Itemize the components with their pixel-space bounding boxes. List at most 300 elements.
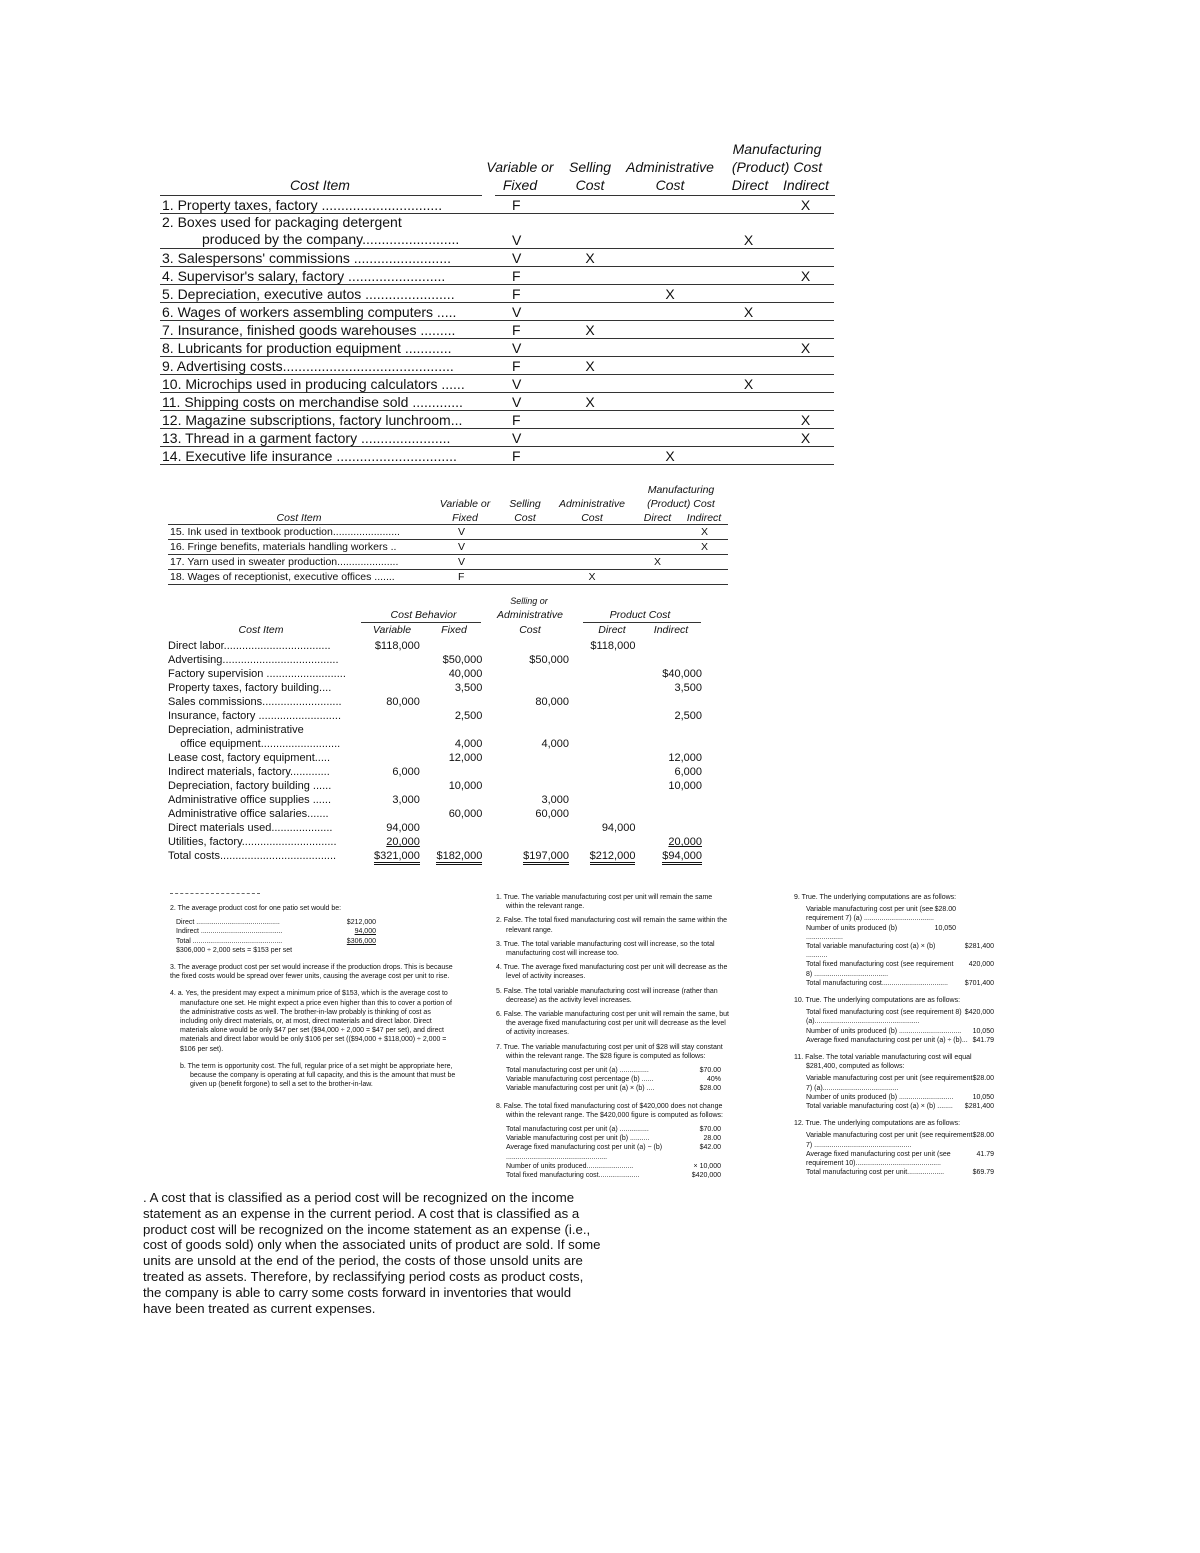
header2-administrative: Administrative <box>559 498 625 510</box>
total-direct-cell <box>572 848 638 862</box>
sa-cell <box>485 778 572 792</box>
fixed-cell <box>423 722 485 736</box>
calc-row <box>506 1084 721 1093</box>
table3-row <box>165 638 705 652</box>
cost-item-label: 17. Yarn used in sweater production..................... <box>168 555 430 570</box>
indirect-cell-value: 6,000 <box>674 766 702 778</box>
fixed-cell-value: 3,500 <box>454 682 483 694</box>
selling-cell <box>560 303 620 321</box>
fixed-cell <box>423 750 485 764</box>
selling-cell: X <box>560 357 620 375</box>
indirect-cell: X <box>777 429 834 447</box>
calc-value: 28.00 <box>703 1135 721 1143</box>
direct-cell <box>572 708 638 722</box>
cost-item-label: Lease cost, factory equipment..... <box>168 752 331 764</box>
calc-label: Number of units produced (b) ................................ <box>806 1027 962 1035</box>
table2-row <box>168 540 728 555</box>
behavior-cell: V <box>480 429 560 447</box>
fixed-cell <box>423 666 485 680</box>
admin-cell <box>620 375 720 393</box>
table1-row <box>160 375 834 393</box>
fixed-cell <box>423 834 485 848</box>
sa-cell-value: 4,000 <box>541 738 569 750</box>
direct-cell <box>572 820 638 834</box>
admin-cell <box>550 555 634 570</box>
fixed-cell-value: 10,000 <box>448 780 483 792</box>
behavior-cell: V <box>480 214 560 249</box>
calc-values <box>973 1074 994 1092</box>
tf-answer: 10. True. The underlying computations are as follows: <box>794 997 961 1005</box>
fixed-cell-value: $50,000 <box>442 654 483 666</box>
behavior-cell: V <box>480 303 560 321</box>
calc-row <box>506 1066 721 1075</box>
total-variable-cell <box>360 848 422 862</box>
paragraph-text: A cost that is classified as a period cost will be recognized on the income statement as an expense in the current period. A cost that is classified as a product cost will be recognized on the income statement as an expense (i.e., cost of goods sold) only when the associated units of product are sold. If some units are unsold at the end of the period, the costs of those unsold units are treated as assets. Therefore, by reclassifying period costs as product costs, the company is able to carry some costs forward in inventories that would have been treated as current expenses. <box>143 1190 601 1316</box>
calc-label: Average fixed manufacturing cost per unit (a) − (b) .................................................... <box>506 1144 663 1161</box>
behavior-cell: V <box>480 249 560 267</box>
sa-cell <box>485 806 572 820</box>
calc-label: Total fixed manufacturing cost..................... <box>506 1172 640 1180</box>
cost-item-label: 12. Magazine subscriptions, factory lunchroom... <box>160 411 480 429</box>
cost-item-label: Advertising...................................... <box>168 654 339 666</box>
q2-text: 2. The average product cost for one patio set would be: <box>170 905 342 912</box>
calc-label: Number of units produced (b) ............................ <box>806 1093 954 1101</box>
sa-cell <box>485 792 572 806</box>
table1-row <box>160 267 834 285</box>
variable-cell <box>360 778 422 792</box>
calc-value: 10,050 <box>972 1093 994 1101</box>
calc-8 <box>506 1125 721 1180</box>
calc-row <box>506 1075 721 1084</box>
sa-cell <box>485 652 572 666</box>
fixed-cell-value: 60,000 <box>448 808 483 820</box>
sa-cell <box>485 722 572 736</box>
cost-item-label: 8. Lubricants for production equipment ............ <box>160 339 480 357</box>
fixed-cell <box>423 820 485 834</box>
fixed-cell-value: 2,500 <box>454 710 483 722</box>
cost-item-label: 1. Property taxes, factory ............................... <box>160 196 480 214</box>
calc-value: $281,400 <box>964 1103 994 1111</box>
direct-cell <box>572 652 638 666</box>
admin-cell <box>550 525 634 540</box>
admin-cell <box>620 303 720 321</box>
admin-cell <box>620 411 720 429</box>
table1-row <box>160 214 834 249</box>
selling-cell <box>500 540 550 555</box>
direct-cell <box>572 778 638 792</box>
calc-label: Total manufacturing cost per unit (a) ............... <box>506 1067 649 1075</box>
calc-value: 41.79 <box>976 1150 994 1158</box>
calc-values <box>973 1036 994 1045</box>
direct-cell <box>572 764 638 778</box>
calc-label: Variable manufacturing cost per unit (b) .......... <box>506 1135 650 1143</box>
calc-label: Number of units produced........................ <box>506 1162 634 1170</box>
calc-value: $70.00 <box>699 1126 721 1134</box>
fixed-cell <box>423 652 485 666</box>
table1-row <box>160 411 834 429</box>
sa-cell-value: $50,000 <box>529 654 569 666</box>
admin-cell: X <box>550 570 634 585</box>
admin-cell <box>620 339 720 357</box>
indirect-cell <box>638 652 705 666</box>
q4a-text: 4. a. Yes, the president may expect a minimum price of $153, which is the average cost to manufacture one set. He might expect a price even higher than this to cover a portion of the administrative costs as well. The brother-in-law probably is thinking of cost as including only direct materials, or, at most, direct materials and direct labor. Direct materials alone would be only $47 per set ($94,000 ÷ 2,000 = $47 per set), and direct materials and direct labor would be only $106 per set (($94,000 + $118,000) ÷ 2,000 = $106 per set). <box>170 990 452 1053</box>
header-fixed: Fixed <box>502 177 538 193</box>
selling-cell <box>560 267 620 285</box>
calc-block <box>806 1074 994 1111</box>
selling-cell <box>560 429 620 447</box>
cost-item-label: 6. Wages of workers assembling computers ..... <box>160 303 480 321</box>
calc-value: $28.00 <box>972 1075 994 1083</box>
sa-cell <box>485 666 572 680</box>
direct-cell <box>634 525 681 540</box>
calc-row <box>506 1125 721 1134</box>
cost-item-label: Indirect materials, factory............. <box>168 766 330 778</box>
selling-cell <box>500 555 550 570</box>
fixed-cell <box>423 736 485 750</box>
table3-row <box>165 652 705 666</box>
indirect-cell-value: 3,500 <box>674 682 702 694</box>
total-value: $306,000 <box>346 937 376 945</box>
indirect-cell <box>638 764 705 778</box>
calc-label: Total manufacturing cost per unit (a) ............... <box>506 1126 649 1134</box>
indirect-cell: X <box>777 411 834 429</box>
direct-cell <box>720 267 777 285</box>
direct-cell <box>572 638 638 652</box>
header-selling: Selling <box>568 159 612 175</box>
fixed-cell <box>423 778 485 792</box>
tf-answer: 9. True. The underlying computations are as follows: <box>794 894 957 901</box>
table1-row <box>160 249 834 267</box>
variable-cell <box>360 666 422 680</box>
cost-item-label: 13. Thread in a garment factory ....................... <box>160 429 480 447</box>
table3-row <box>165 806 705 820</box>
total-label: Total costs...................................... <box>168 850 337 862</box>
tf-answer-8: 8. False. The total fixed manufacturing cost of $420,000 does not change within the relevant range. The $420,000 figure is computed as follows: <box>496 1102 723 1119</box>
table1-row <box>160 393 834 411</box>
tf-answer: 4. True. The average fixed manufacturing cost per unit will decrease as the level of activity increases. <box>496 964 728 981</box>
indirect-cell <box>681 570 728 585</box>
tf-answer: 5. False. The total variable manufacturing cost will increase (rather than decrease) as the activity level increases. <box>496 987 718 1004</box>
indirect-cell: X <box>681 540 728 555</box>
cost-item-label: 3. Salespersons' commissions ......................... <box>160 249 480 267</box>
indirect-cell <box>777 393 834 411</box>
calc-label: Total variable manufacturing cost (a) × (b) ........ <box>806 1103 953 1111</box>
cost-item-label: Property taxes, factory building.... <box>168 682 332 694</box>
indirect-cell-value: 12,000 <box>668 752 702 764</box>
fixed-cell <box>423 792 485 806</box>
indirect-cell-value: $40,000 <box>662 668 702 680</box>
tf-answer: 3. True. The total variable manufacturing cost will increase, so the total manufacturing cost will increase too. <box>496 940 715 958</box>
indirect-cell <box>638 638 705 652</box>
header2-manufacturing: Manufacturing <box>647 484 715 496</box>
calc-label: Total fixed manufacturing cost (see requirement 8) (a)...................................................... <box>806 1009 962 1026</box>
calc-row <box>806 924 994 942</box>
calc-row <box>506 1143 721 1161</box>
table1-row <box>160 285 834 303</box>
indirect-cell: X <box>777 196 834 214</box>
cost-item-label <box>160 214 480 249</box>
calc-values <box>956 979 994 988</box>
sa-cell <box>485 736 572 750</box>
calc-block <box>806 1131 994 1177</box>
variable-cell <box>360 820 422 834</box>
total-direct-cell-value: $212,000 <box>590 850 636 865</box>
calc-value: $420,000 <box>964 1009 994 1017</box>
admin-cell <box>620 249 720 267</box>
fixed-cell <box>423 708 485 722</box>
cost-item-label: 7. Insurance, finished goods warehouses ......... <box>160 321 480 339</box>
direct-cell <box>572 736 638 750</box>
calc-values <box>965 1008 994 1026</box>
calc-values <box>973 1131 994 1149</box>
period-vs-product-cost-paragraph: . A cost that is classified as a period cost will be recognized on the income statement as an expense in the current period. A cost that is classified as a product cost will be recognized on the income statement as an expense (i.e., cost of goods sold) only when the associated units of product are sold. If some units are unsold at the end of the period, the costs of those unsold units are treated as assets. Therefore, by reclassifying period costs as product costs, the company is able to carry some costs forward in inventories that would have been treated as current expenses. <box>143 1190 601 1316</box>
calc-label: Total fixed manufacturing cost (see requirement 8) ...................................... <box>806 961 954 978</box>
table3-row <box>165 708 705 722</box>
direct-cell <box>572 834 638 848</box>
indirect-cell <box>638 694 705 708</box>
direct-cell <box>720 285 777 303</box>
calc-value: $420,000 <box>691 1172 721 1180</box>
header3-fixed: Fixed <box>441 624 467 636</box>
header2-direct: Direct <box>643 512 672 524</box>
indirect-cell-value: 20,000 <box>668 836 702 848</box>
table1-row <box>160 357 834 375</box>
header3-administrative: Administrative <box>497 609 563 621</box>
behavior-cell: V <box>480 339 560 357</box>
indirect-cell <box>777 447 834 465</box>
behavior-cell: F <box>480 447 560 465</box>
fixed-cell <box>423 680 485 694</box>
behavior-cell: F <box>480 411 560 429</box>
tf-answer: 6. False. The variable manufacturing cost per unit will remain the same, but the average fixed manufacturing cost per unit will decrease as the level of activity increases. <box>496 1011 729 1037</box>
admin-cell <box>620 214 720 249</box>
total-fixed-cell-value: $182,000 <box>436 850 482 865</box>
calc-row <box>806 1168 994 1177</box>
total-label: Total .............................................. <box>176 937 283 945</box>
sa-cell <box>485 708 572 722</box>
header3-indirect: Indirect <box>653 624 689 636</box>
indirect-cell-value: 10,000 <box>668 780 702 792</box>
tf-answer: 12. True. The underlying computations are as follows: <box>794 1120 961 1128</box>
direct-cell <box>720 393 777 411</box>
fixed-cell-value: 40,000 <box>448 668 483 680</box>
sa-cell <box>485 680 572 694</box>
header2-variable-or: Variable or <box>439 498 491 510</box>
direct-cell <box>572 666 638 680</box>
calc-row <box>806 979 994 988</box>
admin-cell <box>620 357 720 375</box>
behavior-cell: F <box>480 321 560 339</box>
behavior-cell: F <box>480 285 560 303</box>
table2-row <box>168 525 728 540</box>
cost-item-label: 11. Shipping costs on merchandise sold ............. <box>160 393 480 411</box>
calc-row <box>806 1131 994 1149</box>
indirect-label: Indirect .......................................... <box>176 928 283 936</box>
calc-label: Average fixed manufacturing cost per unit (see requirement 10)............................................ <box>806 1150 951 1168</box>
direct-cell <box>720 357 777 375</box>
table3-row <box>165 834 705 848</box>
header3-variable: Variable <box>372 624 412 636</box>
variable-cell-value: 3,000 <box>392 794 420 806</box>
variable-cell <box>360 806 422 820</box>
indirect-value: 94,000 <box>354 928 376 936</box>
calc-values <box>935 905 994 923</box>
cost-item-label: 14. Executive life insurance ............................... <box>160 447 480 465</box>
calc-values <box>973 1027 994 1036</box>
header3-cost-item: Cost Item <box>238 624 284 636</box>
cost-item-label: Direct labor................................... <box>168 640 331 652</box>
admin-cell <box>620 393 720 411</box>
sa-cell-value: 60,000 <box>535 808 569 820</box>
answers-column-2 <box>496 893 731 1180</box>
cost-item-label-line2: produced by the company......................... <box>202 231 460 247</box>
behavior-cell: V <box>430 555 500 570</box>
table1-row <box>160 447 834 465</box>
table3-row <box>165 680 705 694</box>
header2-fixed: Fixed <box>452 512 478 524</box>
header-administrative-cost: Cost <box>655 177 685 193</box>
variable-cell <box>360 694 422 708</box>
behavior-cell: V <box>430 540 500 555</box>
cost-item-label: Direct materials used.................... <box>168 822 333 834</box>
header3-cost: Cost <box>519 624 541 636</box>
header2-indirect: Indirect <box>686 512 722 524</box>
answers-column-3 <box>794 893 994 1185</box>
table1-row <box>160 303 834 321</box>
sa-cell <box>485 694 572 708</box>
table3-total-row <box>165 848 705 862</box>
calc-total: $281,400 <box>964 943 994 951</box>
calc-row <box>806 905 994 923</box>
cost-behavior-table <box>165 596 705 862</box>
cost-item-label: 18. Wages of receptionist, executive offices ....... <box>168 570 430 585</box>
cost-item-label: Depreciation, administrative <box>168 724 304 736</box>
behavior-cell: V <box>430 525 500 540</box>
admin-cell <box>620 429 720 447</box>
total-indirect-cell <box>638 848 705 862</box>
calc-values <box>956 942 994 960</box>
fixed-cell-value: 12,000 <box>448 752 483 764</box>
cost-item-label: Administrative office supplies ...... <box>168 794 332 806</box>
calc-values <box>935 924 994 942</box>
table3-row <box>165 792 705 806</box>
direct-cell <box>720 249 777 267</box>
calc-value: $70.00 <box>699 1067 721 1075</box>
cost-item-label-line1: 2. Boxes used for packaging detergent <box>162 214 402 230</box>
admin-cell <box>620 267 720 285</box>
admin-cell <box>620 196 720 214</box>
indirect-cell: X <box>777 339 834 357</box>
behavior-cell: F <box>480 267 560 285</box>
q3-text: 3. The average product cost per set would increase if the production drops. This is because the fixed costs would be spread over fewer units, causing the average cost per unit to rise. <box>170 964 453 981</box>
header3-cost-behavior: Cost Behavior <box>390 609 457 621</box>
header2-cost-item: Cost Item <box>276 512 322 524</box>
calc-value: $42.00 <box>699 1144 721 1152</box>
header-indirect: Indirect <box>783 177 829 193</box>
sa-cell <box>485 750 572 764</box>
calc-values <box>965 1102 994 1111</box>
admin-cell: X <box>620 447 720 465</box>
sa-cell <box>485 834 572 848</box>
direct-cell <box>572 694 638 708</box>
cost-classification-table-2 <box>168 481 728 585</box>
calc-row <box>806 1102 994 1111</box>
cost-item-label: Factory supervision .......................... <box>168 668 346 680</box>
total-sa-cell <box>485 848 572 862</box>
calc-value: 40% <box>706 1076 721 1084</box>
sa-cell <box>485 764 572 778</box>
calc-value: $28.00 <box>972 1132 994 1140</box>
calc-total: 420,000 <box>968 961 994 969</box>
answers-column-1 <box>170 893 460 1094</box>
calc-row <box>806 1150 994 1168</box>
calc-row <box>806 1008 994 1026</box>
cost-item-label: Administrative office salaries....... <box>168 808 329 820</box>
calc-row <box>506 1162 721 1171</box>
direct-cell <box>572 806 638 820</box>
per-set-calc: $306,000 ÷ 2,000 sets = $153 per set <box>176 946 293 954</box>
fixed-cell <box>423 764 485 778</box>
header-variable-or: Variable or <box>486 159 554 175</box>
calc-total: $701,400 <box>964 979 994 987</box>
cost-classification-table-1 <box>160 138 834 465</box>
behavior-cell: F <box>480 357 560 375</box>
header3-direct: Direct <box>598 624 626 636</box>
calc-block <box>806 905 994 988</box>
calc-value: × 10,000 <box>693 1162 721 1170</box>
direct-cell <box>720 411 777 429</box>
table3-row <box>165 722 705 736</box>
direct-cell <box>572 722 638 736</box>
selling-cell <box>560 196 620 214</box>
selling-cell <box>560 285 620 303</box>
calc-row <box>506 1134 721 1143</box>
behavior-cell: V <box>480 393 560 411</box>
tf-answer: 1. True. The variable manufacturing cost per unit will remain the same within the relevant range. <box>496 894 713 911</box>
total-indirect-cell-value: $94,000 <box>662 850 702 865</box>
sa-cell-value: 80,000 <box>535 696 569 708</box>
fixed-cell-value: 4,000 <box>454 738 483 750</box>
calc-value: $69.79 <box>972 1169 994 1177</box>
header-selling-cost: Cost <box>575 177 605 193</box>
variable-cell <box>360 708 422 722</box>
variable-cell <box>360 764 422 778</box>
calc-label: Total manufacturing cost.................................. <box>806 979 948 987</box>
calc-label: Average fixed manufacturing cost per unit (a) ÷ (b)... <box>806 1036 968 1044</box>
selling-cell <box>500 525 550 540</box>
indirect-cell <box>681 555 728 570</box>
cost-item-label: office equipment.......................... <box>168 738 341 750</box>
table3-row <box>165 736 705 750</box>
variable-cell <box>360 722 422 736</box>
variable-cell <box>360 736 422 750</box>
cost-item-label: 10. Microchips used in producing calculators ...... <box>160 375 480 393</box>
sa-cell-value: 3,000 <box>541 794 569 806</box>
table3-row <box>165 764 705 778</box>
admin-cell <box>620 321 720 339</box>
calc-block <box>806 1008 994 1045</box>
cost-item-label: 4. Supervisor's salary, factory ......................... <box>160 267 480 285</box>
calc-values <box>973 1168 994 1177</box>
header3-selling-or: Selling or <box>510 596 548 606</box>
calc-label: Variable manufacturing cost percentage (b) ...... <box>506 1076 654 1084</box>
direct-cell <box>572 792 638 806</box>
sa-cell <box>485 638 572 652</box>
tf-answer: 11. False. The total variable manufacturing cost will equal $281,400, computed as follows: <box>794 1054 972 1071</box>
direct-cell <box>720 447 777 465</box>
indirect-cell <box>638 722 705 736</box>
behavior-cell: F <box>430 570 500 585</box>
